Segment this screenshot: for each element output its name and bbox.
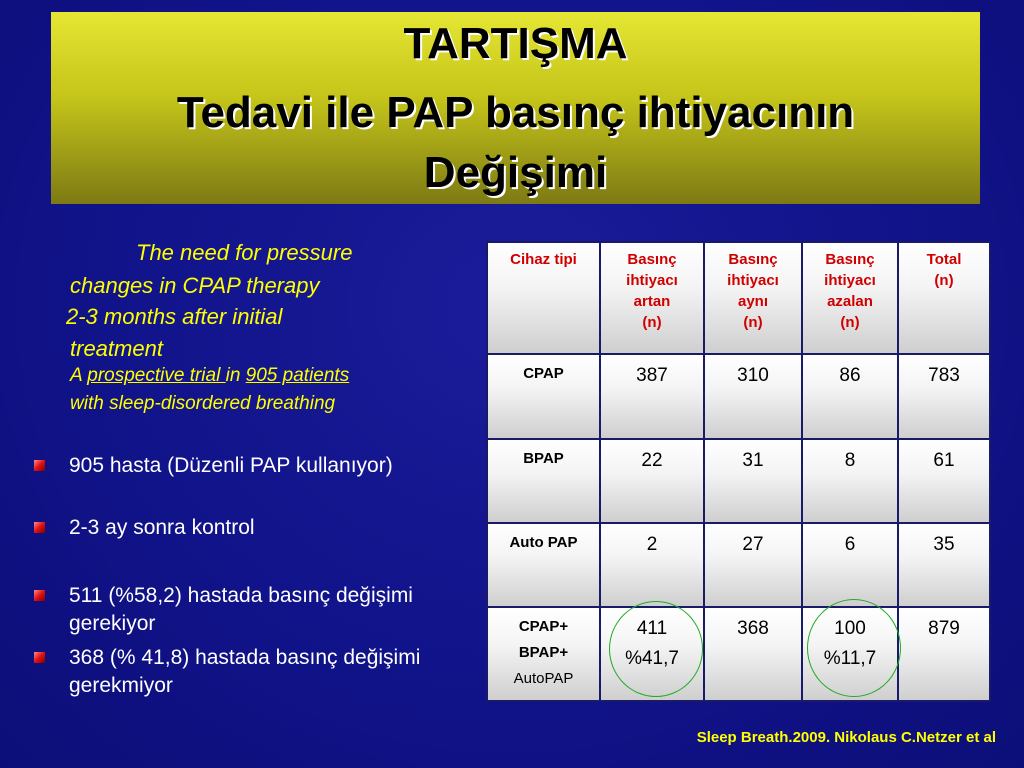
row-label-text: CPAP — [523, 365, 564, 382]
bullet-square-icon — [34, 652, 45, 663]
table-cell — [898, 523, 990, 607]
table-cell — [802, 523, 898, 607]
bullet-text: 905 hasta (Düzenli PAP kullanıyor) — [69, 454, 393, 477]
header-text: ihtiyacı — [824, 272, 876, 289]
intro-line-1: The need for pressure — [136, 240, 353, 265]
table-cell — [898, 354, 990, 439]
table-row — [487, 439, 990, 523]
table-cell — [600, 354, 704, 439]
slide-subtitle-line2: Değişimi — [423, 148, 608, 197]
header-text: ihtiyacı — [626, 272, 678, 289]
intro-line-2: changes in CPAP therapy — [70, 273, 320, 298]
table-cell — [600, 523, 704, 607]
highlight-circle-decreased — [807, 599, 901, 697]
cell-value: 310 — [737, 365, 769, 386]
table-row — [487, 607, 990, 701]
header-text: (n) — [642, 314, 662, 331]
cell-percent: %11,7 — [823, 648, 877, 669]
header-text: (n) — [934, 272, 954, 289]
bullet-square-icon — [34, 522, 45, 533]
row-label-text: Auto PAP — [509, 534, 578, 551]
cell-value: 22 — [641, 450, 663, 471]
table-cell — [898, 439, 990, 523]
cell-value: 27 — [742, 534, 764, 555]
row-label-combined — [487, 607, 600, 701]
table-cell — [802, 439, 898, 523]
header-text: Basınç — [627, 251, 677, 268]
header-text: Basınç — [825, 251, 875, 268]
intro-line-5-pre: A — [70, 365, 88, 386]
pressure-change-table — [486, 241, 991, 702]
cell-value: 8 — [844, 450, 856, 471]
table-cell — [704, 607, 802, 701]
row-label-text: CPAP+ — [518, 618, 569, 635]
header-same — [704, 242, 802, 354]
title-banner — [51, 12, 980, 204]
slide-title: TARTIŞMA — [403, 19, 628, 68]
bullet-text: 368 (% 41,8) hastada basınç değişimi gerekmiyor — [69, 646, 421, 697]
cell-value: 86 — [839, 365, 861, 386]
bullet-text: 511 (%58,2) hastada basınç değişimi gerekiyor — [69, 584, 413, 635]
intro-line-3: 2-3 months after initial — [66, 304, 283, 329]
row-label-bpap — [487, 439, 600, 523]
cell-value: 35 — [933, 534, 955, 555]
header-device-type — [487, 242, 600, 354]
table-cell — [600, 439, 704, 523]
table-row — [487, 523, 990, 607]
table-header-row — [487, 242, 990, 354]
bullet-text: 2-3 ay sonra kontrol — [69, 516, 255, 539]
cell-value: 100 — [834, 618, 866, 639]
header-text: (n) — [743, 314, 763, 331]
table-cell — [704, 523, 802, 607]
cell-value: 879 — [928, 618, 960, 639]
cell-percent: %41,7 — [625, 648, 679, 669]
table-cell — [704, 354, 802, 439]
header-increased — [600, 242, 704, 354]
cell-value: 783 — [928, 365, 960, 386]
table-cell — [898, 607, 990, 701]
header-text: Cihaz tipi — [510, 251, 577, 268]
header-decreased — [802, 242, 898, 354]
header-total — [898, 242, 990, 354]
header-text: Total — [926, 251, 962, 268]
cell-value: 61 — [933, 450, 955, 471]
intro-line-6: with sleep-disordered breathing — [70, 393, 336, 414]
cell-value: 387 — [636, 365, 668, 386]
intro-line-5-mid: in — [225, 365, 246, 386]
header-text: ihtiyacı — [727, 272, 779, 289]
table-cell — [704, 439, 802, 523]
header-text: (n) — [840, 314, 860, 331]
intro-line-4: treatment — [70, 336, 163, 361]
citation: Sleep Breath.2009. Nikolaus C.Netzer et al — [696, 729, 996, 746]
header-text: azalan — [827, 293, 873, 310]
header-text: aynı — [737, 293, 768, 310]
header-text: Basınç — [728, 251, 778, 268]
bullet-square-icon — [34, 460, 45, 471]
bullet-square-icon — [34, 590, 45, 601]
row-label-text: BPAP+ — [518, 644, 569, 661]
table-cell — [802, 354, 898, 439]
table-row — [487, 354, 990, 439]
row-label-auto-pap — [487, 523, 600, 607]
row-label-text: AutoPAP — [513, 670, 574, 687]
patients-link[interactable]: 905 patients — [245, 365, 350, 386]
cell-value: 31 — [742, 450, 764, 471]
prospective-trial-link[interactable]: prospective trial — [87, 365, 226, 386]
cell-value: 368 — [737, 618, 769, 639]
row-label-cpap — [487, 354, 600, 439]
cell-value: 411 — [636, 618, 668, 639]
header-text: artan — [633, 293, 671, 310]
row-label-text: BPAP — [523, 450, 564, 467]
highlight-circle-increased — [609, 601, 703, 697]
intro-line-5 — [70, 365, 349, 387]
cell-value: 2 — [646, 534, 658, 555]
cell-value: 6 — [844, 534, 856, 555]
slide-subtitle-line1: Tedavi ile PAP basınç ihtiyacının — [176, 88, 855, 137]
